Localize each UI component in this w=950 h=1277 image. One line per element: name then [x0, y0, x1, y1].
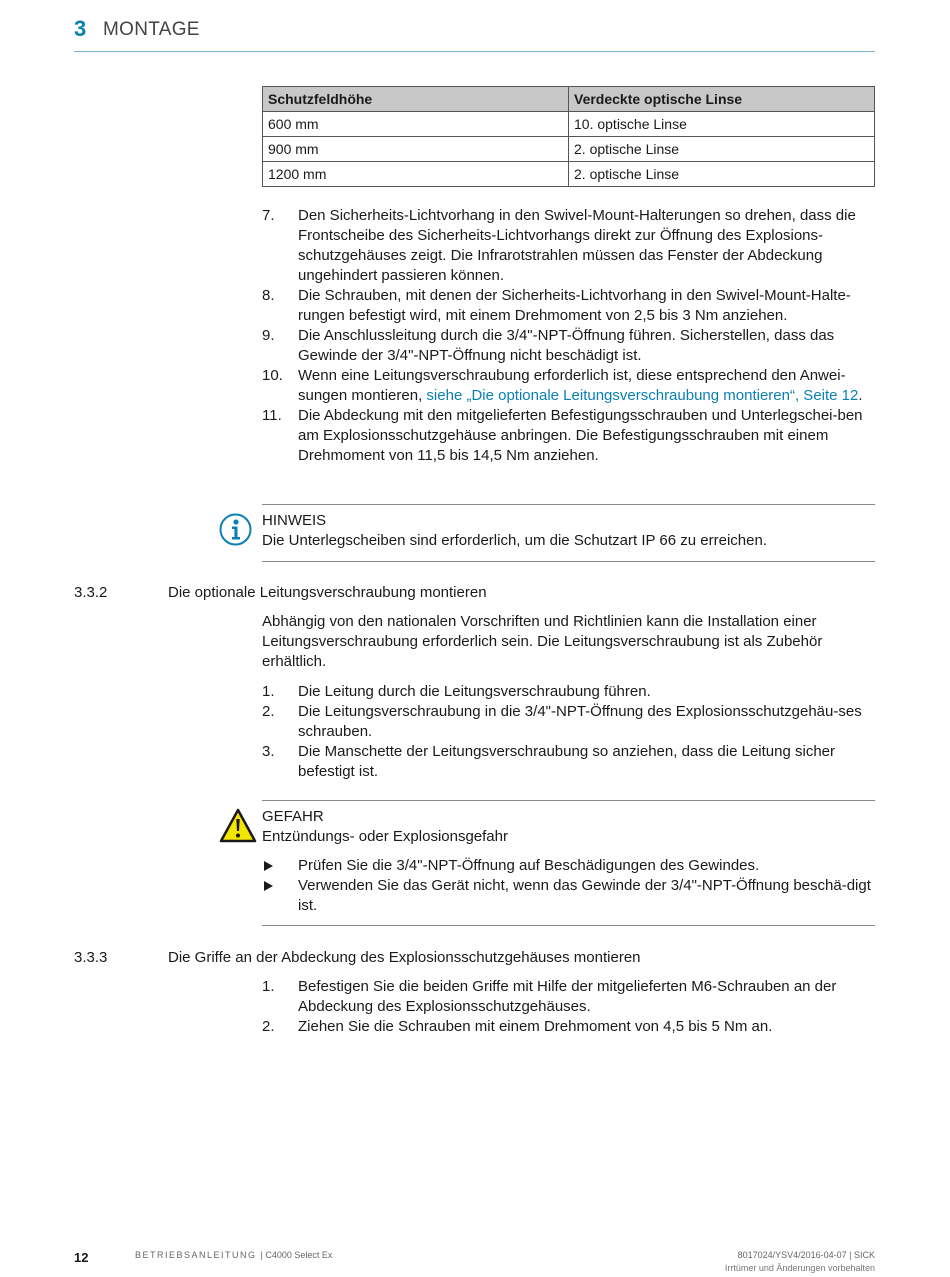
list-item: [262, 286, 876, 326]
section-number: 3.3.2: [74, 584, 108, 601]
montage-steps-list: [262, 206, 876, 466]
triangle-bullet-icon: [264, 861, 273, 871]
list-item: [262, 742, 876, 782]
list-item: [262, 977, 876, 1017]
step-number: 10.: [262, 367, 283, 384]
step-number: 11.: [262, 407, 282, 424]
info-circle-icon: [219, 513, 252, 551]
danger-bottom-rule: [262, 925, 875, 926]
section-title: Die optionale Leitungsverschraubung montieren: [168, 584, 487, 601]
step-text: Befestigen Sie die beiden Griffe mit Hilfe der mitgelieferten M6-Schrauben an der Abdeckung des Explosionsschutzgehäuses.: [298, 978, 837, 1015]
step-number: 9.: [262, 327, 275, 344]
product-name: | C4000 Select Ex: [260, 1250, 333, 1260]
step-text: Die Anschlussleitung durch die 3/4"-NPT-Öffnung führen. Sicherstellen, dass das Gewinde der 3/4"-NPT-Öffnung nicht beschädigt ist.: [298, 327, 835, 364]
lens-table: [262, 86, 875, 187]
notice-text: Die Unterlegscheiben sind erforderlich, um die Schutzart IP 66 zu erreichen.: [262, 532, 767, 549]
step-number: 8.: [262, 287, 275, 304]
table-cell: 600 mm: [263, 112, 569, 137]
section-intro: Abhängig von den nationalen Vorschriften und Richtlinien kann die Installation einer Leitungsverschraubung erforderlich sein. Die Leitungsverschraubung ist als Zubehör erhältlich.: [262, 613, 823, 670]
step-number: 1.: [262, 978, 275, 995]
table-cell: 900 mm: [263, 137, 569, 162]
section-number: 3.3.3: [74, 949, 108, 966]
table-cell: 2. optische Linse: [569, 162, 875, 187]
chapter-number: 3: [74, 16, 87, 41]
danger-bullet-list: [262, 856, 876, 916]
page-number: 12: [74, 1250, 89, 1265]
list-item: [262, 366, 876, 406]
step-text: Ziehen Sie die Schrauben mit einem Drehmoment von 4,5 bis 5 Nm an.: [298, 1018, 773, 1035]
list-item: [262, 856, 876, 876]
notice-top-rule: [262, 504, 875, 505]
danger-top-rule: [262, 800, 875, 801]
step-text-end: .: [858, 387, 863, 404]
warning-triangle-icon: [219, 808, 257, 848]
list-item: [262, 206, 876, 286]
table-cell: 1200 mm: [263, 162, 569, 187]
step-number: 2.: [262, 1018, 275, 1035]
section-title: Die Griffe an der Abdeckung des Explosionsschutzgehäuses montieren: [168, 949, 641, 966]
step-text: Wenn eine Leitungsverschraubung erforderlich ist, diese entsprechend den Anwei-sungen montieren,: [298, 367, 846, 404]
list-item: [262, 876, 876, 916]
table-row: [263, 112, 875, 137]
step-text: Die Abdeckung mit den mitgelieferten Befestigungsschrauben und Unterlegschei-ben am Explosionsschutzgehäuse anbringen. Die Befestigungsschrauben mit einem Drehmoment von 11,5 bis 14,5 Nm anziehen.: [298, 407, 863, 464]
footer-disclaimer: Irrtümer und Änderungen vorbehalten: [724, 1263, 875, 1273]
list-item: [262, 1017, 876, 1037]
table-row: [263, 162, 875, 187]
step-text: Die Schrauben, mit denen der Sicherheits-Lichtvorhang in den Swivel-Mount-Halte-rungen befestigt wird, mit einem Drehmoment von 2,5 bis 3 Nm anziehen.: [298, 287, 851, 324]
step-number: 1.: [262, 683, 275, 700]
step-text: Den Sicherheits-Lichtvorhang in den Swivel-Mount-Halterungen so drehen, dass die Frontscheibe des Sicherheits-Lichtvorhangs direkt zur Öffnung des Explosions-schutzgehäuses zeigt. Die Infrarotstrahlen müssen das Fenster der Abdeckung ungehindert passieren können.: [298, 207, 856, 284]
table-header-cell: Verdeckte optische Linse: [569, 87, 875, 112]
step-text: Die Manschette der Leitungsverschraubung so anziehen, dass die Leitung sicher befestigt ist.: [298, 743, 835, 780]
table-header-row: [263, 87, 875, 112]
notice-title: HINWEIS: [262, 512, 327, 529]
step-text: Die Leitungsverschraubung in die 3/4"-NPT-Öffnung des Explosionsschutzgehäu-ses schrauben.: [298, 703, 862, 740]
table-row: [263, 137, 875, 162]
footer-document-code: 8017024/YSV4/2016-04-07 | SICK: [737, 1250, 875, 1260]
list-item: [262, 406, 876, 466]
chapter-title: MONTAGE: [103, 19, 200, 40]
notice-bottom-rule: [262, 561, 875, 562]
doc-type: BETRIEBSANLEITUNG: [135, 1250, 257, 1260]
cross-reference-link[interactable]: siehe „Die optionale Leitungsverschraubung montieren“, Seite 12: [426, 387, 859, 404]
table-cell: 2. optische Linse: [569, 137, 875, 162]
step-text: Die Leitung durch die Leitungsverschraubung führen.: [298, 683, 651, 700]
danger-subtitle: Entzündungs- oder Explosionsgefahr: [262, 828, 508, 845]
list-item: [262, 326, 876, 366]
triangle-bullet-icon: [264, 881, 273, 891]
screwing-steps-list: [262, 682, 876, 782]
header-divider: [74, 51, 875, 52]
handle-steps-list: [262, 977, 876, 1037]
footer-document-type: [135, 1250, 332, 1260]
table-cell: 10. optische Linse: [569, 112, 875, 137]
step-number: 7.: [262, 207, 275, 224]
table-header-cell: Schutzfeldhöhe: [263, 87, 569, 112]
bullet-text: Verwenden Sie das Gerät nicht, wenn das Gewinde der 3/4"-NPT-Öffnung beschä-digt ist.: [298, 877, 871, 914]
step-number: 2.: [262, 703, 275, 720]
step-number: 3.: [262, 743, 275, 760]
list-item: [262, 682, 876, 702]
list-item: [262, 702, 876, 742]
danger-title: GEFAHR: [262, 808, 324, 825]
bullet-text: Prüfen Sie die 3/4"-NPT-Öffnung auf Beschädigungen des Gewindes.: [298, 857, 760, 874]
